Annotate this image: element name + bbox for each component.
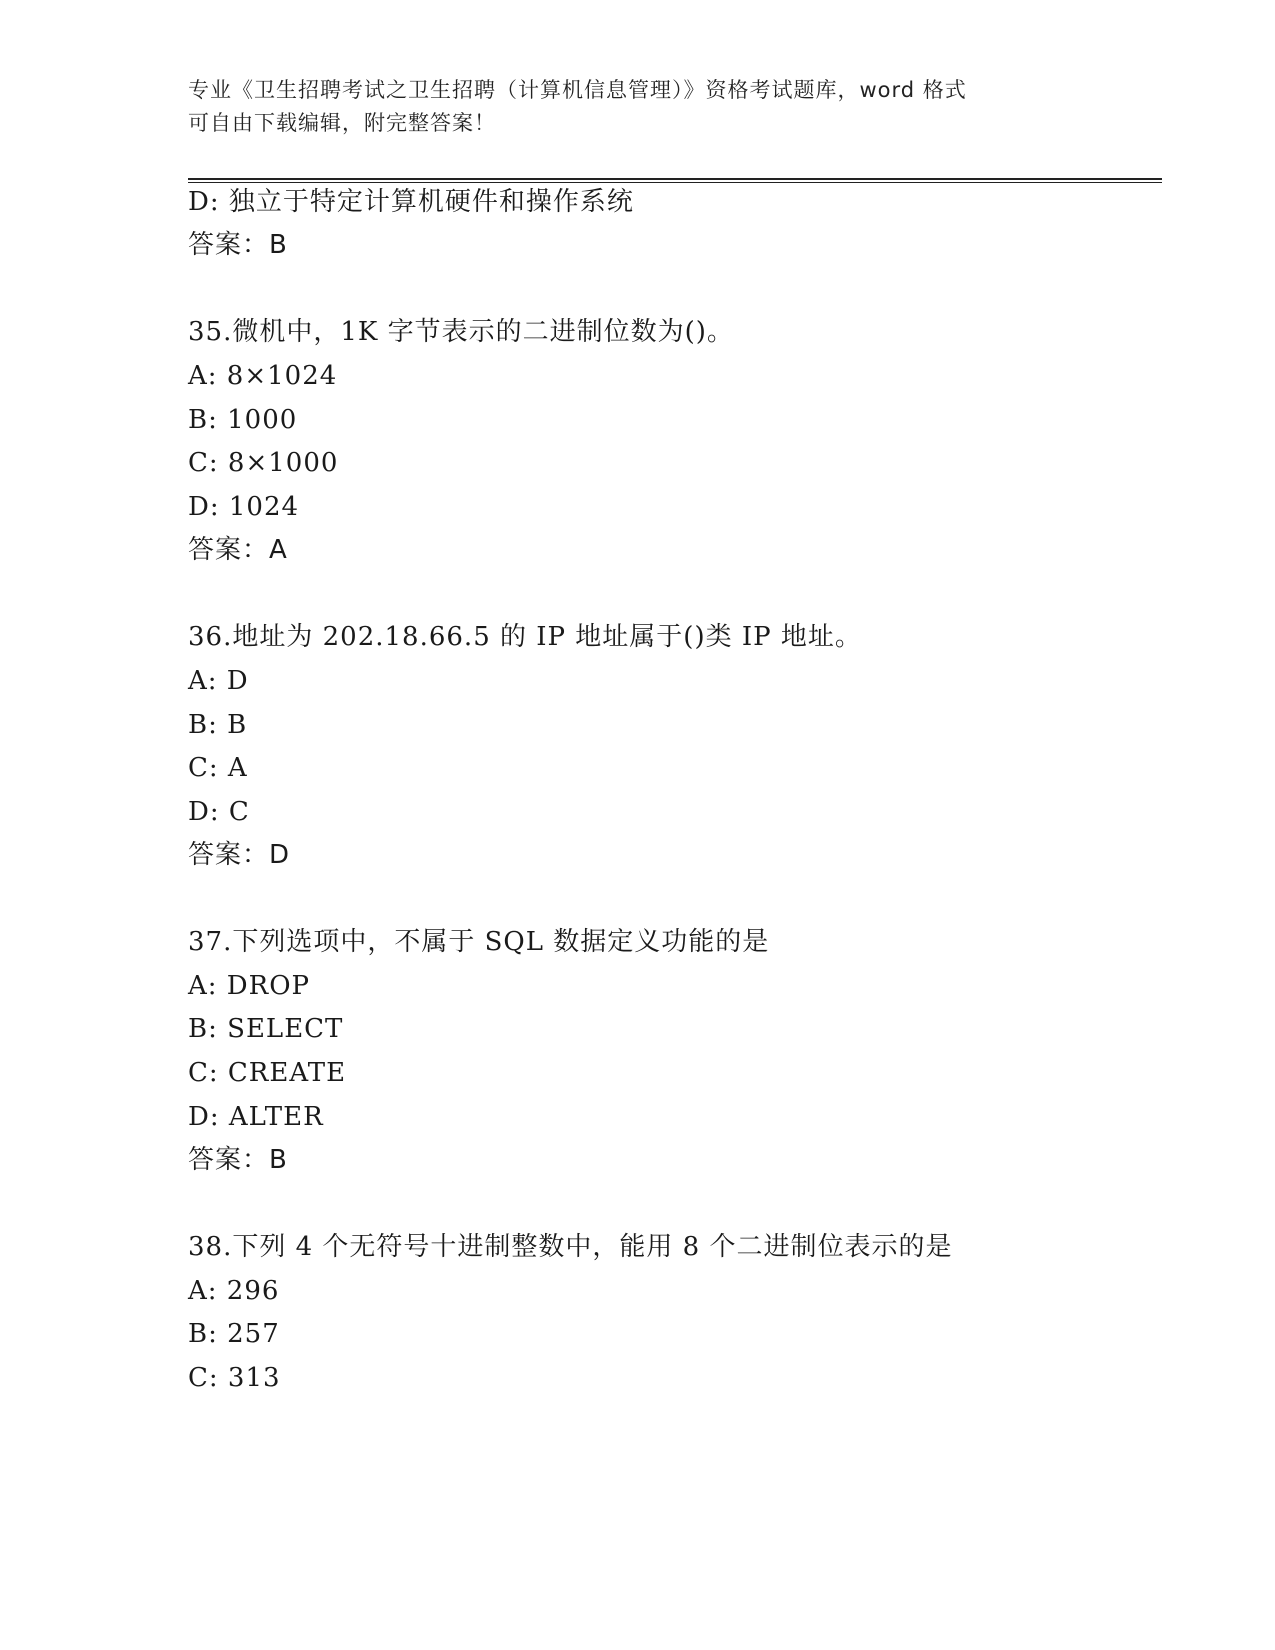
header-line-2: 可自由下载编辑，附完整答案！ (188, 111, 496, 135)
option-c: C: 313 (188, 1363, 281, 1393)
option-d: D: 1024 (188, 492, 300, 522)
answer-line: 答案：B (188, 230, 288, 260)
option-b: B: 1000 (188, 405, 298, 435)
option-b: B: 257 (188, 1319, 280, 1349)
option-b: B: B (188, 710, 248, 740)
option-a: A: 8×1024 (188, 361, 338, 391)
answer-line: 答案：B (188, 1145, 288, 1175)
option-d: D: C (188, 797, 250, 827)
header-divider (188, 178, 1162, 183)
question-stem: 36.地址为 202.18.66.5 的 IP 地址属于()类 IP 地址。 (188, 622, 862, 652)
header-line-1: 专业《卫生招聘考试之卫生招聘（计算机信息管理）》资格考试题库，word 格式 (188, 78, 967, 102)
option-c: C: A (188, 753, 248, 783)
option-d: D: 独立于特定计算机硬件和操作系统 (188, 187, 634, 217)
question-stem: 37.下列选项中，不属于 SQL 数据定义功能的是 (188, 927, 770, 957)
option-c: C: 8×1000 (188, 448, 339, 478)
answer-line: 答案：D (188, 840, 291, 870)
question-stem: 35.微机中，1K 字节表示的二进制位数为()。 (188, 317, 734, 347)
question-stem: 38.下列 4 个无符号十进制整数中，能用 8 个二进制位表示的是 (188, 1232, 953, 1262)
option-d: D: ALTER (188, 1102, 324, 1132)
option-a: A: DROP (188, 971, 311, 1001)
option-a: A: 296 (188, 1276, 280, 1306)
document-header (188, 74, 1088, 140)
option-a: A: D (188, 666, 249, 696)
option-b: B: SELECT (188, 1014, 344, 1044)
option-c: C: CREATE (188, 1058, 347, 1088)
answer-line: 答案：A (188, 535, 288, 565)
